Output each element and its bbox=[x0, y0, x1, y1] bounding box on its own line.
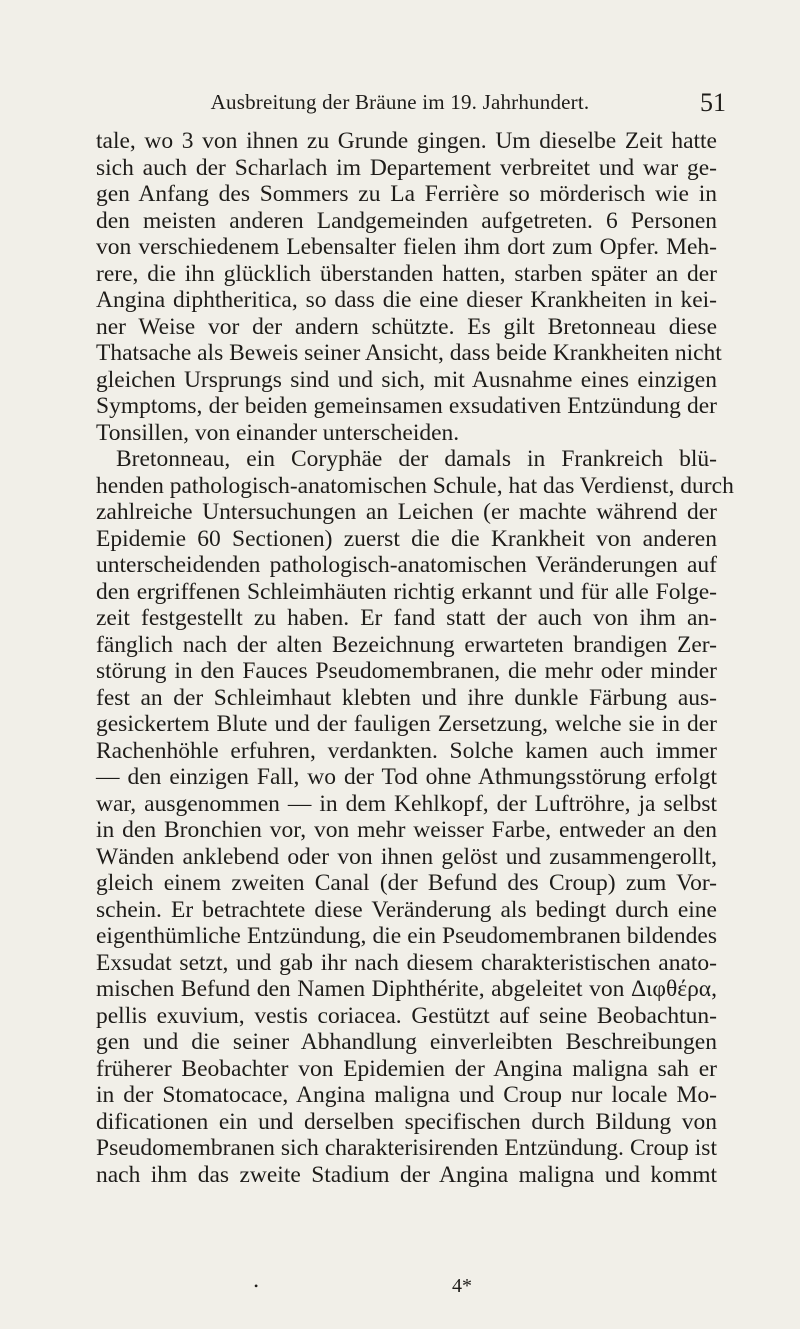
page-footer bbox=[0, 1275, 800, 1305]
text-line: Tonsillen, von einander unterscheiden. bbox=[96, 419, 460, 446]
text-line: henden pathologisch-anatomischen Schule, hat das Verdienst, durch bbox=[96, 472, 734, 499]
text-line: war, ausgenommen — in dem Kehlkopf, der Luftröhre, ja selbst bbox=[96, 790, 717, 817]
text-line: gen Anfang des Sommers zu La Ferrière so mörderisch wie in bbox=[96, 181, 717, 207]
sheet-signature: 4* bbox=[452, 1275, 472, 1297]
body-text bbox=[96, 128, 734, 1188]
text-line: störung in den Fauces Pseudomembranen, die mehr oder minder bbox=[96, 658, 717, 684]
text-line: gleich einem zweiten Canal (der Befund des Croup) zum Vor- bbox=[96, 870, 717, 896]
text-line: Exsudat setzt, und gab ihr nach diesem charakteristischen anato- bbox=[96, 949, 717, 976]
text-line: in der Stomatocace, Angina maligna und Croup nur locale Mo- bbox=[96, 1082, 717, 1108]
text-line: nach ihm das zweite Stadium der Angina maligna und kommt bbox=[96, 1161, 717, 1188]
text-line: früherer Beobachter von Epidemien der Angina maligna sah er bbox=[96, 1055, 717, 1082]
text-line: schein. Er betrachtete diese Veränderung als bedingt durch eine bbox=[96, 896, 717, 923]
text-line: dificationen ein und derselben specifischen durch Bildung von bbox=[96, 1108, 717, 1135]
text-line: zeit festgestellt zu haben. Er fand statt der auch von ihm an- bbox=[96, 605, 717, 631]
text-line: Wänden anklebend oder von ihnen gelöst und zusammengerollt, bbox=[96, 843, 717, 870]
running-title: Ausbreitung der Bräune im 19. Jahrhundert. bbox=[210, 90, 590, 114]
text-line: fänglich nach der alten Bezeichnung erwarteten brandigen Zer- bbox=[96, 631, 717, 658]
text-line: sich auch der Scharlach im Departement verbreitet und war ge- bbox=[96, 154, 717, 181]
text-line: — den einzigen Fall, wo der Tod ohne Athmungsstörung erfolgt bbox=[96, 764, 717, 790]
text-line: tale, wo 3 von ihnen zu Grunde gingen. Um dieselbe Zeit hatte bbox=[96, 128, 717, 154]
text-line: pellis exuvium, vestis coriacea. Gestützt auf seine Beobachtun- bbox=[96, 1002, 717, 1029]
text-line: unterscheidenden pathologisch-anatomischen Veränderungen auf bbox=[96, 552, 717, 578]
text-line: eigenthümliche Entzündung, die ein Pseudomembranen bildendes bbox=[96, 923, 717, 949]
text-line: gen und die seiner Abhandlung einverleibten Beschreibungen bbox=[96, 1029, 717, 1055]
page-header bbox=[0, 88, 800, 128]
text-line: Bretonneau, ein Coryphäe der damals in Frankreich blü- bbox=[116, 446, 717, 472]
text-line: Rachenhöhle erfuhren, verdankten. Solche kamen auch immer bbox=[96, 737, 717, 764]
text-line: Angina diphtheritica, so dass die eine dieser Krankheiten in kei- bbox=[96, 287, 717, 313]
text-line: in den Bronchien vor, von mehr weisser Farbe, entweder an den bbox=[96, 817, 717, 843]
text-line: von verschiedenem Lebensalter fielen ihm dort zum Opfer. Meh- bbox=[96, 234, 717, 260]
text-line: den ergriffenen Schleimhäuten richtig erkannt und für alle Folge- bbox=[96, 578, 717, 605]
text-line: gesickertem Blute und der fauligen Zersetzung, welche sie in der bbox=[96, 711, 717, 737]
text-line: gleichen Ursprungs sind und sich, mit Ausnahme eines einzigen bbox=[96, 366, 717, 393]
text-line: Epidemie 60 Sectionen) zuerst die die Krankheit von anderen bbox=[96, 525, 717, 552]
text-line: ner Weise vor der andern schützte. Es gilt Bretonneau diese bbox=[96, 313, 717, 340]
text-line: mischen Befund den Namen Diphthérite, abgeleitet von Διφθέρα, bbox=[96, 976, 717, 1002]
text-line: Pseudomembranen sich charakterisirenden Entzündung. Croup ist bbox=[96, 1135, 717, 1161]
text-line: den meisten anderen Landgemeinden aufgetreten. 6 Personen bbox=[96, 207, 717, 234]
text-line: Thatsache als Beweis seiner Ansicht, dass beide Krankheiten nicht bbox=[96, 340, 722, 366]
text-line: zahlreiche Untersuchungen an Leichen (er machte während der bbox=[96, 499, 717, 525]
text-line: fest an der Schleimhaut klebten und ihre dunkle Färbung aus- bbox=[96, 684, 717, 711]
text-line: Symptoms, der beiden gemeinsamen exsudativen Entzündung der bbox=[96, 393, 717, 419]
text-line: rere, die ihn glücklich überstanden hatten, starben später an der bbox=[96, 260, 717, 287]
footer-bullet: • bbox=[254, 1279, 259, 1293]
page-number: 51 bbox=[700, 88, 726, 117]
